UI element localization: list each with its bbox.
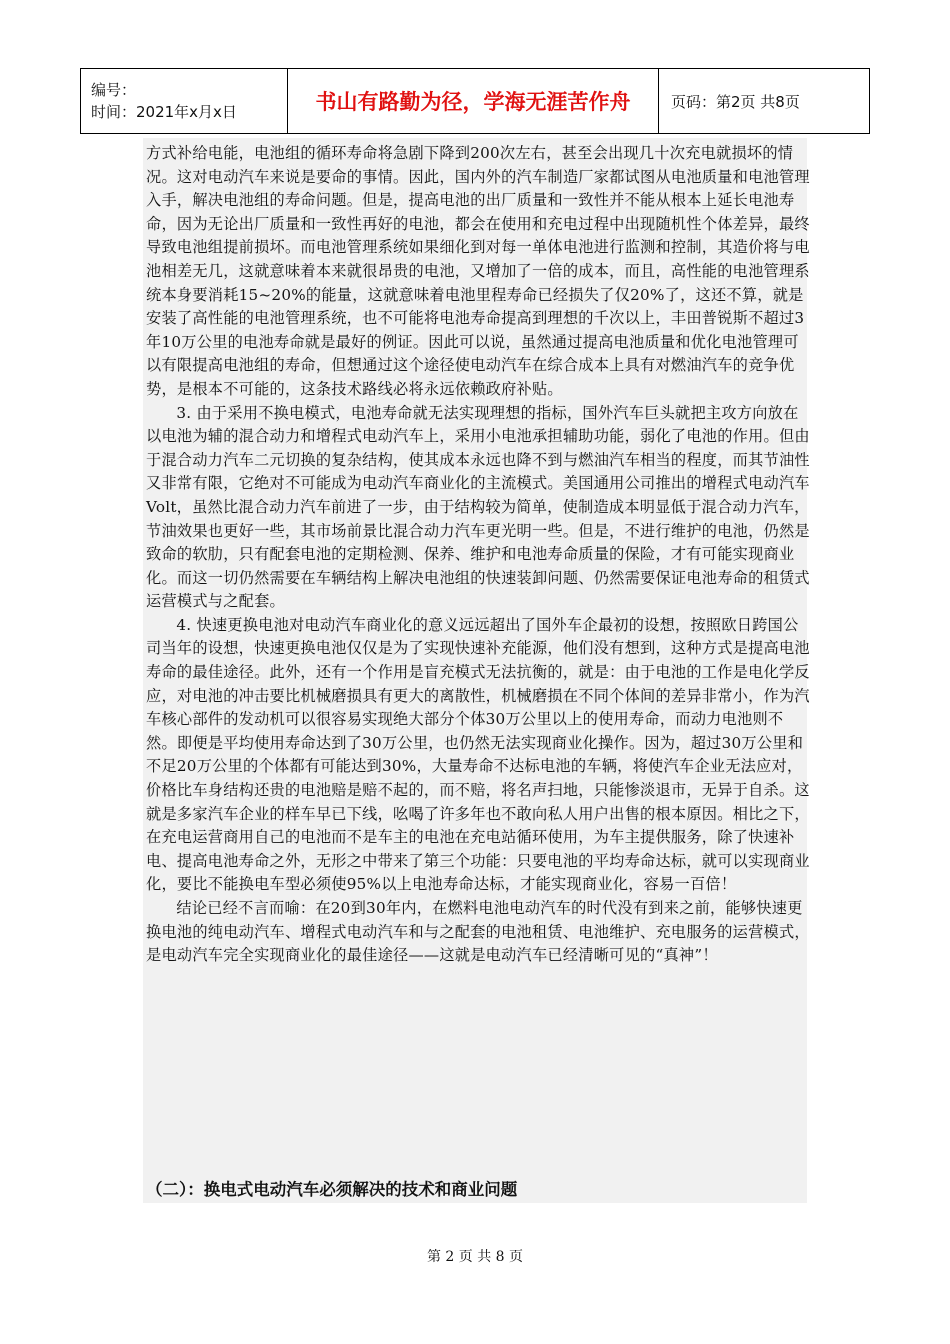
header-page-info: 页码：第2页 共8页 bbox=[659, 69, 870, 134]
page-header bbox=[80, 68, 870, 134]
section-heading: （二）：换电式电动汽车必须解决的技术和商业问题 bbox=[146, 1180, 518, 1199]
paragraph-point-3: 3. 由于采用不换电模式，电池寿命就无法实现理想的指标，国外汽车巨头就把主攻方向放在以电池为辅的混合动力和增程式电动汽车上，采用小电池承担辅助功能，弱化了电池的作用。但由于混合动力汽车二元切换的复杂结构，使其成本永远也降不到与燃油汽车相当的程度，而其节油性又非常有限，它绝对不可能成为电动汽车商业化的主流模式。美国通用公司推出的增程式电动汽车Volt，虽然比混合动力汽车前进了一步，由于结构较为简单，使制造成本明显低于混合动力汽车，节油效果也更好一些，其市场前景比混合动力汽车更光明一些。但是，不进行维护的电池，仍然是致命的软肋，只有配套电池的定期检测、保养、维护和电池寿命质量的保险，才有可能实现商业化。而这一切仍然需要在车辆结构上解决电池组的快速装卸问题、仍然需要保证电池寿命的租赁式运营模式与之配套。 bbox=[146, 403, 810, 611]
page-footer: 第 2 页 共 8 页 bbox=[426, 1249, 524, 1265]
header-motto: 书山有路勤为径，学海无涯苦作舟 bbox=[288, 69, 659, 134]
document-number-label: 编号： bbox=[91, 81, 137, 99]
document-date: 时间：2021年x月x日 bbox=[91, 103, 237, 121]
header-meta bbox=[81, 69, 288, 134]
paragraph-battery-life: 方式补给电能，电池组的循环寿命将急剧下降到200次左右，甚至会出现几十次充电就损坏的情况。这对电动汽车来说是要命的事情。因此，国内外的汽车制造厂家都试图从电池质量和电池管理入手，解决电池组的寿命问题。但是，提高电池的出厂质量和一致性并不能从根本上延长电池寿命，因为无论出厂质量和一致性再好的电池，都会在使用和充电过程中出现随机性个体差异，最终导致电池组提前损坏。而电池管理系统如果细化到对每一单体电池进行监测和控制，其造价将与电池相差无几，这就意味着本来就很昂贵的电池，又增加了一倍的成本，而且，高性能的电池管理系统本身要消耗15~20%的能量，这就意味着电池里程寿命已经损失了仅20%了，这还不算，就是安装了高性能的电池管理系统，也不可能将电池寿命提高到理想的千次以上，丰田普锐斯不超过3年10万公里的电池寿命就是最好的例证。因此可以说，虽然通过提高电池质量和优化电池管理可以有限提高电池组的寿命，但想通过这个途径使电动汽车在综合成本上具有对燃油汽车的竞争优势，是根本不可能的，这条技术路线必将永远依赖政府补贴。 bbox=[146, 144, 810, 398]
document-body bbox=[146, 142, 810, 968]
paragraph-conclusion: 结论已经不言而喻：在20到30年内，在燃料电池电动汽车的时代没有到来之前，能够快速更换电池的纯电动汽车、增程式电动汽车和与之配套的电池租赁、电池维护、充电服务的运营模式，是电动汽车完全实现商业化的最佳途径——这就是电动汽车已经清晰可见的“真神”！ bbox=[146, 899, 810, 965]
paragraph-point-4: 4. 快速更换电池对电动汽车商业化的意义远远超出了国外车企最初的设想，按照欧日跨国公司当年的设想，快速更换电池仅仅是为了实现快速补充能源，他们没有想到，这种方式是提高电池寿命的最佳途径。此外，还有一个作用是盲充模式无法抗衡的，就是：由于电池的工作是电化学反应，对电池的冲击要比机械磨损具有更大的离散性，机械磨损在不同个体间的差异非常小，作为汽车核心部件的发动机可以很容易实现绝大部分个体30万公里以上的使用寿命，而动力电池则不然。即便是平均使用寿命达到了30万公里，也仍然无法实现商业化操作。因为，超过30万公里和不足20万公里的个体都有可能达到30%，大量寿命不达标电池的车辆，将使汽车企业无法应对，价格比车身结构还贵的电池赔是赔不起的，而不赔，将名声扫地，只能惨淡退市，无异于自杀。这就是多家汽车企业的样车早已下线，吆喝了许多年也不敢向私人用户出售的根本原因。相比之下，在充电运营商用自己的电池而不是车主的电池在充电站循环使用，为车主提供服务，除了快速补电、提高电池寿命之外，无形之中带来了第三个功能：只要电池的平均寿命达标，就可以实现商业化，要比不能换电车型必须使95%以上电池寿命达标，才能实现商业化，容易一百倍！ bbox=[146, 615, 810, 894]
